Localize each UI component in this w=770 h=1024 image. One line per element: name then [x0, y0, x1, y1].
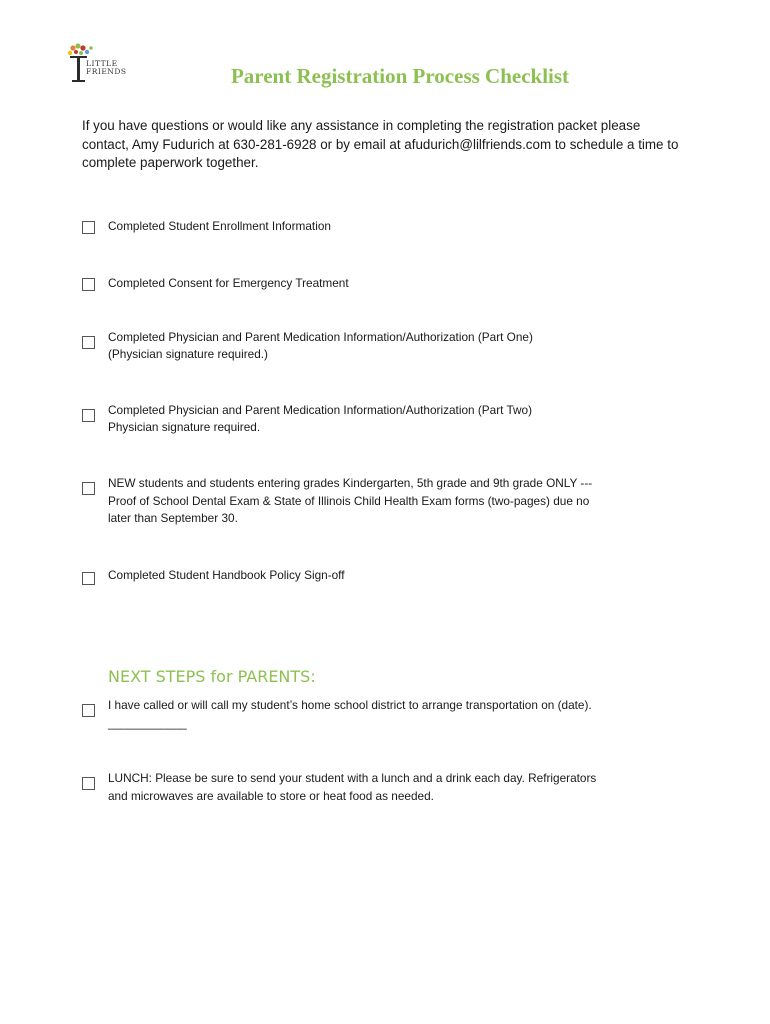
checklist-item-text: Completed Student Enrollment Information	[108, 219, 331, 233]
checklist-item-note: Physician signature required.	[108, 420, 261, 434]
checkbox[interactable]	[82, 704, 95, 717]
checklist-item-text: Completed Student Handbook Policy Sign-off	[108, 568, 345, 582]
checkbox[interactable]	[82, 572, 95, 585]
checkbox[interactable]	[82, 777, 95, 790]
checkbox[interactable]	[82, 336, 95, 349]
checkbox[interactable]	[82, 278, 95, 291]
intro-paragraph: If you have questions or would like any assistance in completing the registration packet please contact, Amy Fudurich at 630-281-6928 or by email at afudurich@lilfriends.com to schedule a time to complete paperwork together.	[82, 118, 679, 170]
next-step-text: I have called or will call my student’s home school district to arrange transportation on (date). ____________	[108, 698, 592, 730]
checkbox[interactable]	[82, 482, 95, 495]
checklist-item-note: (Physician signature required.)	[108, 347, 268, 361]
next-step-text: LUNCH: Please be sure to send your student with a lunch and a drink each day. Refrigerators and microwaves are available to store or heat food as needed.	[108, 771, 597, 803]
checklist-item-text: NEW students and students entering grades Kindergarten, 5th grade and 9th grade ONLY --- Proof of School Dental Exam & State of Illinois Child Health Exam forms (two-pages) due no later than September 30.	[108, 476, 593, 525]
logo-line-1: LITTLE	[86, 59, 118, 68]
checkbox[interactable]	[82, 221, 95, 234]
page-title: Parent Registration Process Checklist	[230, 64, 570, 88]
checklist-item-text: Completed Physician and Parent Medication Information/Authorization (Part Two)	[108, 403, 533, 417]
checklist-item-text: Completed Physician and Parent Medication Information/Authorization (Part One)	[108, 330, 533, 344]
checkbox[interactable]	[82, 409, 95, 422]
checklist-item-text: Completed Consent for Emergency Treatment	[108, 276, 349, 290]
logo-line-2: FRIENDS	[86, 67, 127, 76]
tree-branch	[70, 56, 87, 58]
next-steps-heading: NEXT STEPS for PARENTS:	[108, 667, 316, 686]
